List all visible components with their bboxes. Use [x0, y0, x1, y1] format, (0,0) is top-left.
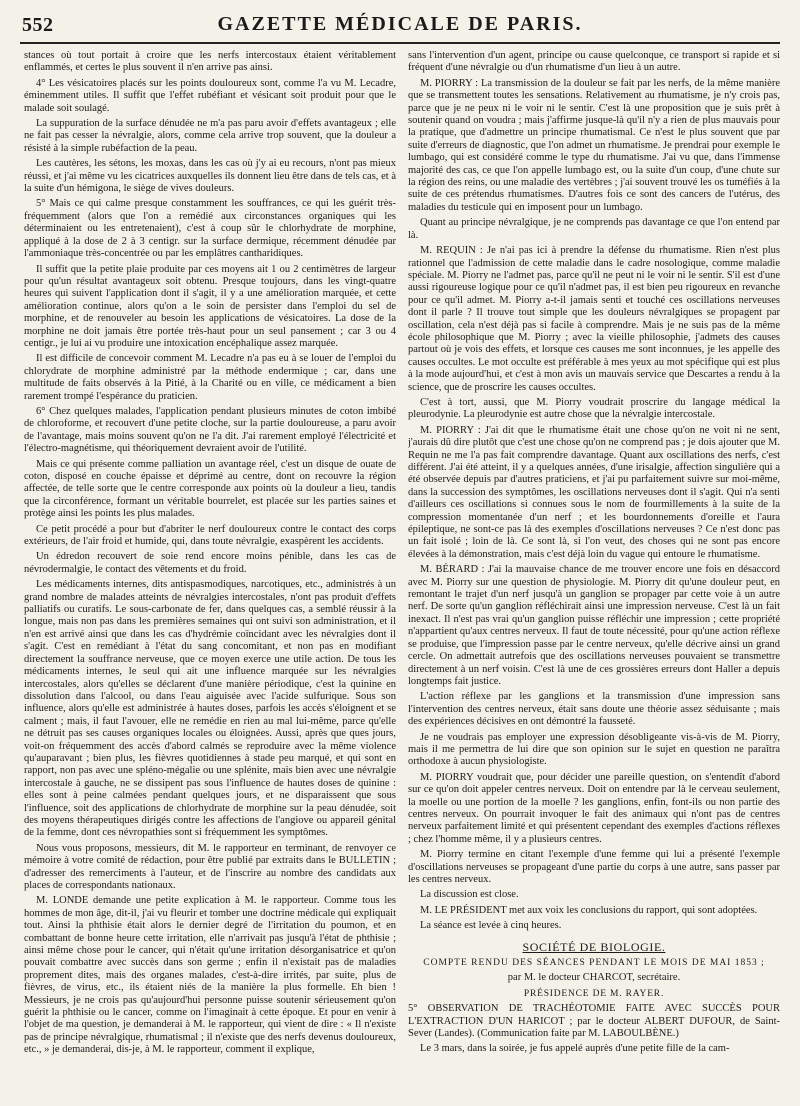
paragraph: stances où tout portait à croire que les nerfs intercostaux étaient véritablement enflammés, et certes le plus souvent il n'en arrive pas ainsi.: [24, 50, 396, 74]
paragraph: 5° Mais ce qui calme presque constamment les souffrances, ce qui les guérit très-fréquemment (alors que l'on a remédié aux circonstances organiques qui les déterminaient ou les entretenaient), c'est à coup sûr le chlorhydrate de morphine, appliqué à la dose de 2 à 3 centigr. sur la surface dermique, récemment dénudée par l'ammoniaque très-concentrée ou par les emplâtres cantharidiques.: [24, 198, 396, 260]
page-header: [0, 0, 800, 44]
right-column: [408, 50, 780, 1100]
paragraph: La discussion est close.: [420, 889, 519, 901]
paragraph: Je ne voudrais pas employer une expression désobligeante vis-à-vis de M. Piorry, mais il me permettra de lui dire que son opinion sur le sujet en question ne paraîtra orthodoxe à aucun physiologiste.: [408, 731, 780, 768]
paragraph: M. REQUIN : Je n'ai pas ici à prendre la défense du rhumatisme. Rien n'est plus rationnel que l'admission de cette maladie dans le cadre nosologique, comme maladie spéciale. M. Piorry ne l'admet pas, parce qu'il ne peut ni le voir ni le sentir. S'il est d'une aussi rigoureuse logique pour ce qu'il n'admet pas, il est bien peu rigoureux en revanche pour ce qu'il admet. M. Piorry a-t-il jamais senti et touché ces oscillations nerveuses dont il parle ? Il trouve tout simple que les douleurs névralgiques se propagent par oscillation, cela n'est déjà pas si facile à comprendre. Mais je ne suis pas de la même école philosophique que M. Piorry ; avec la vieille philosophie, j'admets des causes partout où je vois des effets, et lorsque ces causes me sont inconnues, je les appelle des causes occultes. Le mot occulte est préférable à mes yeux au mot spécifique qui est plus à la mode aujourd'hui, et c'est à mon avis un mauvais service que Descartes a rendu à la science, que de proscrire les causes occultes.: [408, 245, 780, 393]
paragraph: La suppuration de la surface dénudée ne m'a pas paru avoir d'effets avantageux ; elle ne fait pas cesser la névralgie, alors, comme cela arrive trop souvent, que la douleur a résisté à la simple rubéfaction de la peau.: [24, 118, 396, 154]
section-heading: [408, 941, 780, 955]
paragraph: M. LONDE demande une petite explication à M. le rapporteur. Comme tous les hommes de mon âge, dit-il, j'ai vu fleurir et tomber une doctrine médicale qui expliquait tout. Ainsi la phthisie était alors le dernier degré de l'irritation du poumon, et en combattant de bonne heure cette irritation, elle n'arrivait pas jusqu'à l'état de phthisie ; ainsi même chose pour le cancer, qui n'était qu'une irritation désorganisatrice et qu'on pouvait combattre avec succès dans son germe ; enfin il n'existait pas de maladies proprement dites, mais des organes malades, c'est-à-dire irrités, par suite, plus de fièvres, de virus, etc., ils étaient niés de la manière la plus formelle. Eh bien ! Messieurs, je ne crois pas qu'aujourd'hui personne puisse soutenir sérieusement qu'on guérit la phthisie ou le cancer, comme on l'imaginait à cette époque. Et pour en venir à l'objet de ma question, je demanderai à M. le rapporteur, qui vient de dire : « Il n'existe pas de principe névralgique, rhumatismal ; il n'existe que des nerfs devenus douloureux, etc., » je demanderai, dis-je, à M. le rapporteur, comment il explique,: [24, 895, 396, 1056]
paragraph: M. PIORRY : J'ai dit que le rhumatisme était une chose qu'on ne voit ni ne sent, j'aurais dû dire plutôt que c'est une chose qu'on ne comprend pas ; je dois ajouter que M. Requin ne me l'a pas fait comprendre davantage. Quant aux oscillations des nerfs, c'est différent. J'ai été atteint, il y a quelques années, d'une irisalgie, affection singulière qui a été observée depuis par d'autres praticiens, et j'ai pu parfaitement suivre sur moi-même, dans la succession des symptômes, les oscillations nerveuses dont il s'agit. Qui n'a senti d'ailleurs ces oscillations si connues sous le nom de fourmillements à la suite de la compression momentanée d'un nerf ; et les bourdonnements d'oreille et l'aura épileptique, ne sont-ce pas là des exemples d'oscillations nerveuses ? Ce n'est donc pas un fait isolé ; loin de là. Ce sont là, si l'on veut, des choses qui ne sont pas encore élevées à la démonstration, mais c'est déjà loin du vague qui entoure le rhumatisme.: [408, 424, 780, 560]
paragraph: Il est difficile de concevoir comment M. Lecadre n'a pas eu à se louer de l'emploi du chlorydrate de morphine administré par la méthode endermique ; car, dans une multitude de faits observés à la Pitié, à la Charité ou en ville, ce médicament a bien rarement trompé l'espérance du praticien.: [24, 353, 396, 402]
paragraph: M. BÉRARD : J'ai la mauvaise chance de me trouver encore une fois en désaccord avec M. Piorry sur une question de physiologie. M. Piorry dit qu'une douleur peut, en remontant le trajet d'un nerf jusqu'à un ganglion se propager par cette voie à un autre nerf. De sorte qu'un ganglion réfléchirait ainsi une impression nerveuse. C'est là un fait inexact. Il n'est pas vrai qu'un ganglion puisse réfléchir une impression ; cette propriété n'appartient qu'aux centres nerveux. Il faut de toute nécessité, pour qu'une action réflexe se produise, que l'impression passe par le centre nerveux, qu'elle décrive ainsi un grand cercle. On admettait autrefois que des oscillations nerveuses pouvaient se transmettre directement à un nerf voisin. C'est là une de ces grossières erreurs dont Haller a depuis longtemps fait justice.: [408, 564, 780, 687]
paragraph: M. Piorry termine en citant l'exemple d'une femme qui lui a présenté l'exemple d'oscillations nerveuses se propageant d'une partie du corps à une autre, sans passer par les centres nerveux.: [408, 849, 780, 885]
paragraph: M. PIORRY voudrait que, pour décider une pareille question, on s'entendît d'abord sur ce qu'on doit appeler centres nerveux. Doit on entendre par là le cerveau seulement, la moelle ou une portion de la moelle ? les ganglions, enfin, font-ils ou non partie des centres nerveux. On pourrait invoquer le fait des animaux qui n'ont pas de centres nerveux parfaitement limité et qui présentent cependant des exemples d'actions réflexes ; chez l'homme même, il y a plusieurs centres.: [408, 771, 780, 845]
paragraph: La séance est levée à cinq heures.: [420, 920, 562, 932]
presidence-line: PRÉSIDENCE DE M. RAYER.: [523, 988, 665, 999]
paragraph: Il suffit que la petite plaie produite par ces moyens ait 1 ou 2 centimètres de largeur pour qu'un résultat avantageux soit obtenu. Presque toujours, dans les vingt-quatre heures qui suivent l'application dont il s'agit, il y a une amélioration marquée, et cette amélioration continue, alors qu'on a le soin de persister dans l'emploi du sel de morphine, et de renouveler au besoin les applications de vésicatoires. La dose de la morphine ne doit jamais être portée très-haut pour un seul pansement ; car 3 ou 4 centigr., je lui ai vu produire une intoxication encéphalique assez marquée.: [24, 263, 396, 349]
paragraph: M. LE PRÉSIDENT met aux voix les conclusions du rapport, qui sont adoptées.: [420, 904, 758, 916]
observation-title: 5° OBSERVATION DE TRACHÉOTOMIE FAITE AVEC SUCCÈS POUR L'EXTRACTION D'UN HARICOT ; par le docteur ALBERT DUFOUR, de Saint-Sever (Landes). (Communication faite par M. LABOULBÈNE.): [408, 1003, 780, 1040]
paragraph: Les cautères, les sétons, les moxas, dans les cas où j'y ai eu recours, n'ont pas mieux réussi, et j'ai même vu les cicatrices auxquelles ils donnent lieu être dans de tels cas, et à la suite d'un hémigona, le siège de vives douleurs.: [24, 158, 396, 195]
secretary-line: par M. le docteur CHARCOT, secrétaire.: [507, 972, 681, 984]
section-title: SOCIÉTÉ DE BIOLOGIE.: [522, 939, 666, 954]
paragraph: 6° Chez quelques malades, l'application pendant plusieurs minutes de coton imbibé de chloroforme, et recouvert d'une petite cloche, sur la partie douloureuse, a paru avoir de l'avantage, mais moins souvent qu'on ne l'a dit. J'ai rarement employé l'électricité et l'électro-magnétisme, qui théoriquement devraient avoir de l'utilité.: [24, 405, 396, 455]
paragraph: Le 3 mars, dans la soirée, je fus appelé auprès d'une petite fille de la cam-: [420, 1043, 730, 1055]
paragraph: Les médicaments internes, dits antispasmodiques, narcotiques, etc., administrés à un grand nombre de malades atteints de névralgies intercostales, n'ont pas produit d'effets palliatifs ou curatifs. Le sous-carbonate de fer, dans quelques cas, a semblé réussir à la longue, mais non pas dans les premières semaines qui ont suivi son administration, et il n'en est arrivé ainsi que dans les cas d'hydrémie coïncidant avec les névralgies dont il s'agit. C'est en remédiant à l'état du sang concomitant, et non pas en modifiant directement la souffrance nerveuse, que ce moyen exerce une utile action. De tous les médicaments internes, le seul qui ait une influence marquée sur les névralgies intercostales, alors qu'elles se déclarent d'une manière périodique, c'est la quinine en dissolution dans l'alcool, ou dans l'eau aiguisée avec l'acide sulfurique. Sous son influence, alors qu'elle est administrée à hautes doses, parfois les accès s'éloignent et se calment ; mais, il faut l'avouer, elle ne remédie en rien au mal lui-même, parce qu'elle ne détruit pas ses causes organiques locales ou éloignées. Aussi, après que ques jours, voit-on fréquemment des accès d'abord calmés se reproduire avec la même violence qu'auparavant ; bien plus, les fièvres quotidiennes à stade peu marqué, et qui sont en rapport, non pas avec une spléno-mégalie ou une splénite, mais bien avec une névralgie intercostale à gauche, ne se dissipent pas sous l'influence de hautes doses de quinine : elles sont à peine calmées pendant quelques jours, et ne disparaissent que sous l'influence, soit des applications de chlorhydrate de morphine sur la peau dénudée, soit des moyens thérapeutiques dirigés contre les affections de l'angiove ou appareil génital de la femme, dont ces névropathies sont si fréquemment les symptômes.: [24, 579, 396, 839]
paragraph: Mais ce qui présente comme palliation un avantage réel, c'est un disque de ouate de coton, disposé en couche épaisse et déprimé au centre, dont on recouvre la région affectée, de telle sorte que le centre corresponde aux points où la douleur a lieu, tandis que la circonférence, formant un véritable bourrelet, est placée sur les parties saines et protège ainsi les points les plus malades.: [24, 458, 396, 520]
paragraph: L'action réflexe par les ganglions et la transmission d'une impression sans l'intervention des centres nerveux, était sans doute une théorie assez séduisante ; mais des expériences décisives en ont démontré la fausseté.: [408, 691, 780, 728]
paragraph: sans l'intervention d'un agent, principe ou cause quelconque, ce transport si rapide et si fréquent d'une névralgie ou d'un rhumatisme d'un lieu à un autre.: [408, 50, 780, 74]
compte-rendu-line: COMPTE RENDU DES SÉANCES PENDANT LE MOIS DE MAI 1853 ;: [423, 958, 765, 969]
paragraph: C'est à tort, aussi, que M. Piorry voudrait proscrire du langage médical la pleurodynie. La pleurodynie est autre chose que la névralgie intercostale.: [408, 396, 780, 421]
paragraph: M. PIORRY : La transmission de la douleur se fait par les nerfs, de la même manière que se transmettent toutes les sensations. Relativement au rhumatisme, je n'y crois pas, parce que je ne peux ni le voir ni le sentir. C'est là une proposition que je suis prêt à soutenir quand on voudra ; mais j'affirme jusque-là qu'il n'y a rien de plus mauvais pour la pratique, que d'admettre un principe rhumatismal. Ce n'est le plus souvent que par suite d'erreurs de diagnostic, que l'on admet un rhumatisme. Je prendrai pour exemple le lumbago, qui est considéré comme le type du rhumatisme. J'ai vu que, dans l'immense majorité des cas, ce que l'on appelle lumbago est, ou la suite d'un coup, d'une chute sur la région des reins, ou une maladie des vertèbres ; j'ai souvent trouvé les os tuméfiés à la suite de ces prétendus rhumatismes. D'autres fois ce sont des cancers de l'utérus, des maladies du testicule qui en imposent pour un lumbago.: [408, 77, 780, 213]
paragraph: Un édredon recouvert de soie rend encore moins pénible, dans les cas de névrodermalgie, le contact des vêtements et du froid.: [24, 551, 396, 575]
paragraph: Nous vous proposons, messieurs, dit M. le rapporteur en terminant, de renvoyer ce mémoire à votre comité de rédaction, pour être publié par extraits dans le BULLETIN ; d'adresser des remerciments à l'auteur, et de l'inscrire au nombre des candidats aux places de correspondants nationaux.: [24, 842, 396, 891]
page-number: 552: [22, 14, 54, 36]
paragraph: 4° Les vésicatoires placés sur les points douloureux sont, comme l'a vu M. Lecadre, éminemment utiles. Il suffit que l'effet rubéfiant et vésicant soit produit pour que le malade soit soulagé.: [24, 77, 396, 114]
paragraph: Quant au principe névralgique, je ne comprends pas davantage ce que l'on entend par là.: [408, 217, 780, 241]
journal-title: GAZETTE MÉDICALE DE PARIS.: [217, 13, 583, 35]
header-rule: [20, 42, 780, 44]
left-column: [24, 50, 396, 1100]
paragraph: Ce petit procédé a pour but d'abriter le nerf douloureux contre le contact des corps extérieurs, de l'air froid et humide, qui, dans toute névralgie, exaspèrent les accidents.: [24, 523, 396, 548]
